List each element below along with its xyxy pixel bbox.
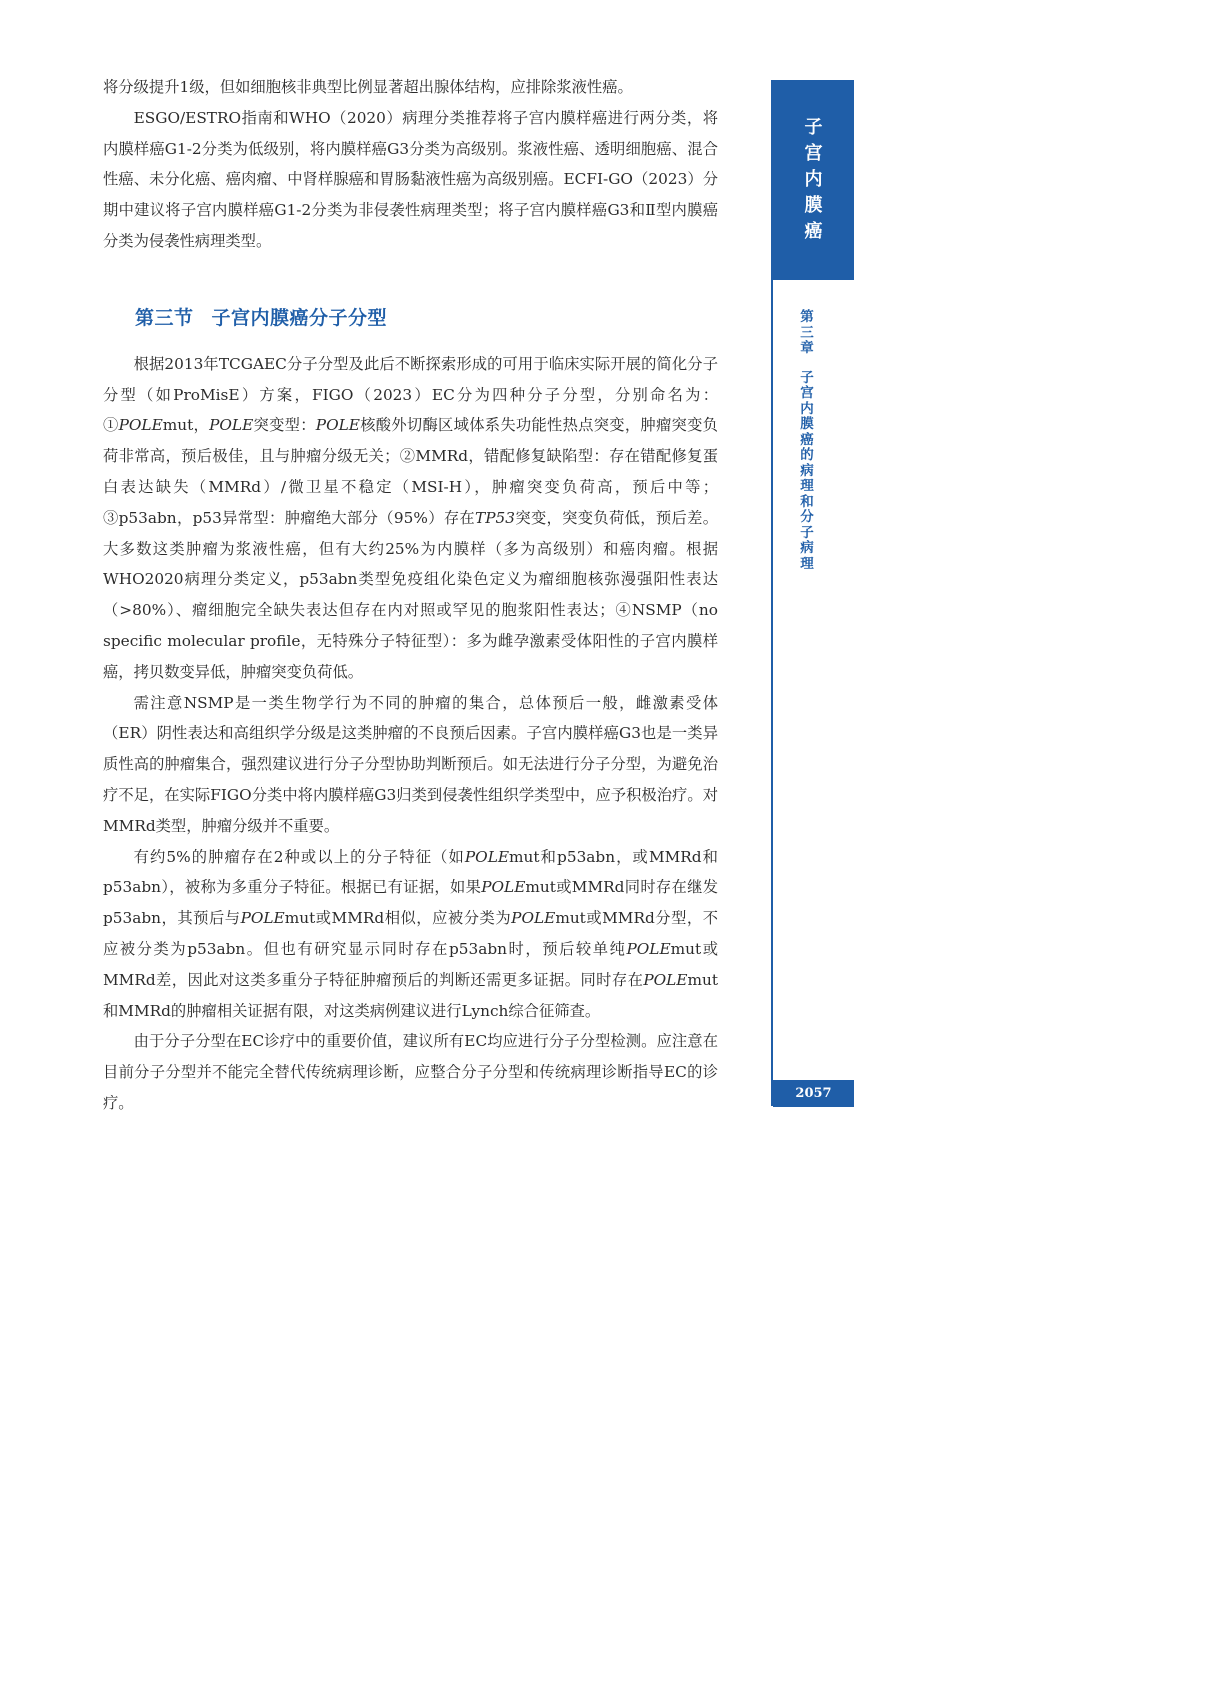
gene-name-italic: POLE bbox=[118, 416, 163, 435]
paragraph-3 bbox=[103, 349, 718, 688]
chapter-title-char: 和 bbox=[800, 493, 814, 510]
gene-name-italic: POLE bbox=[511, 909, 556, 928]
text-run: mut或MMRd差，因此对这类多重分子特征肿瘤预后的判断还需更多证据。同时存在 bbox=[103, 939, 718, 989]
gene-name-italic: POLE bbox=[481, 878, 526, 897]
chapter-title-char: 子 bbox=[800, 524, 814, 541]
text-run: 核酸外切酶区域体系失功能性热点突变，肿瘤突变负荷非常高，预后极佳，且与肿瘤分级无关；②MMRd，错配修复缺陷型：存在错配修复蛋白表达缺失（MMRd）/微卫星不稳定（MSI-H），肿瘤突变负荷高，预后中等；③p53abn，p53异常型：肿瘤绝大部分（95%）存在 bbox=[103, 416, 718, 527]
gene-name-italic: POLE bbox=[464, 847, 510, 866]
chapter-title-char: 宫 bbox=[800, 385, 814, 401]
chapter-title-char: 病 bbox=[800, 462, 814, 479]
paragraph-4: 需注意NSMP是一类生物学行为不同的肿瘤的集合，总体预后一般，雌激素受体（ER）阴性表达和高组织学分级是这类肿瘤的不良预后因素。子宫内膜样癌G3也是一类异质性高的肿瘤集合，强烈建议进行分子分型协助判断预后。如无法进行分子分型，为避免治疗不足，在实际FIGO分类中将内膜样癌G3归类到侵袭性组织学类型中，应予积极治疗。对MMRd类型，肿瘤分级并不重要。 bbox=[103, 693, 718, 835]
text-run: mut或MMRd分型，不应被分类为p53abn。但也有研究显示同时存在p53abn时，预后较单纯 bbox=[103, 909, 719, 958]
text-run: 有约5%的肿瘤存在2种或以上的分子特征（如 bbox=[133, 847, 465, 866]
text-run: mut或MMRd相似，应被分类为 bbox=[284, 909, 512, 928]
text-run: mut或MMRd同时存在继发p53abn，其预后与 bbox=[103, 878, 719, 928]
chapter-title-char: 病 bbox=[800, 540, 814, 556]
chapter-tab-char: 子 bbox=[804, 117, 823, 138]
text-run: 突变，突变负荷低，预后差。大多数这类肿瘤为浆液性癌，但有大约25%为内膜样（多为高级别）和癌肉瘤。根据WHO2020病理分类定义，p53abn类型免疫组化染色定义为瘤细胞核弥漫强阳性表达（>80%）、瘤细胞完全缺失表达但存在内对照或罕见的胞浆阳性表达；④NSMP（no specific molecular profile，无特殊分子特征型）：多为雌孕激素受体阳性的子宫内膜样癌，拷贝数变异低，肿瘤突变负荷低。 bbox=[103, 508, 718, 681]
text-run: 根据2013年TCGAEC分子分型及此后不断探索形成的可用于临床实际开展的简化分子分型（如ProMisE）方案，FIGO（2023）EC分为四种分子分型，分别命名为：① bbox=[103, 354, 718, 435]
paragraph-6: 由于分子分型在EC诊疗中的重要价值，建议所有EC均应进行分子分型检测。应注意在目前分子分型并不能完全替代传统病理诊断，应整合分子分型和传统病理诊断指导EC的诊疗。 bbox=[103, 1032, 718, 1112]
gene-name-italic: POLE bbox=[209, 416, 254, 435]
chapter-title-char: 子 bbox=[800, 369, 814, 386]
chapter-title-char: 膜 bbox=[800, 416, 814, 432]
text-run: mut和p53abn，或MMRd和p53abn），被称为多重分子特征。根据已有证据，如果 bbox=[103, 847, 718, 897]
chapter-title-char: 内 bbox=[800, 400, 814, 417]
chapter-label-char: 三 bbox=[800, 324, 814, 341]
chapter-title-char: 理 bbox=[800, 478, 814, 494]
section-heading bbox=[135, 303, 718, 333]
gene-name-italic: POLE bbox=[626, 939, 671, 958]
chapter-tab-char: 宫 bbox=[804, 143, 823, 164]
gene-name-italic: POLE bbox=[315, 416, 360, 435]
gene-name-italic: POLE bbox=[240, 909, 285, 928]
paragraph-2: ESGO/ESTRO指南和WHO（2020）病理分类推荐将子宫内膜样癌进行两分类，将内膜样癌G1-2分类为低级别，将内膜样癌G3分类为高级别。浆液性癌、透明细胞癌、混合性癌、未分化癌、癌肉瘤、中肾样腺癌和胃肠黏液性癌为高级别癌。ECFI-GO（2023）分期中建议将子宫内膜样癌G1-2分类为非侵袭性病理类型；将子宫内膜样癌G3和Ⅱ型内膜癌分类为侵袭性病理类型。 bbox=[103, 108, 718, 250]
gene-name-italic: POLE bbox=[643, 970, 688, 989]
paragraph-1: 将分级提升1级，但如细胞核非典型比例显著超出腺体结构，应排除浆液性癌。 bbox=[103, 78, 633, 96]
chapter-title-char: 分 bbox=[800, 509, 814, 525]
paragraph-5 bbox=[103, 842, 718, 1027]
chapter-title-char: 理 bbox=[800, 555, 814, 572]
text-run: 突变型： bbox=[253, 416, 316, 435]
gene-name-italic: TP53 bbox=[475, 508, 516, 527]
chapter-title-char: 的 bbox=[800, 447, 814, 463]
chapter-title-char: 癌 bbox=[800, 431, 814, 448]
chapter-label-char: 章 bbox=[800, 340, 814, 356]
chapter-tab bbox=[773, 80, 854, 280]
chapter-tab-char: 癌 bbox=[804, 221, 823, 242]
text-run: mut和MMRd的肿瘤相关证据有限，对这类病例建议进行Lynch综合征筛查。 bbox=[103, 970, 718, 1020]
chapter-tab-char: 内 bbox=[804, 169, 823, 190]
page-number: 2057 bbox=[773, 1080, 854, 1107]
chapter-label-char: 第 bbox=[800, 309, 814, 325]
running-chapter-title bbox=[795, 310, 819, 572]
section-title: 子宫内膜癌分子分型 bbox=[211, 306, 388, 329]
chapter-tab-char: 膜 bbox=[804, 195, 823, 216]
main-text-column bbox=[103, 72, 718, 1119]
section-number: 第三节 bbox=[135, 306, 194, 329]
text-run: mut， bbox=[162, 416, 210, 435]
